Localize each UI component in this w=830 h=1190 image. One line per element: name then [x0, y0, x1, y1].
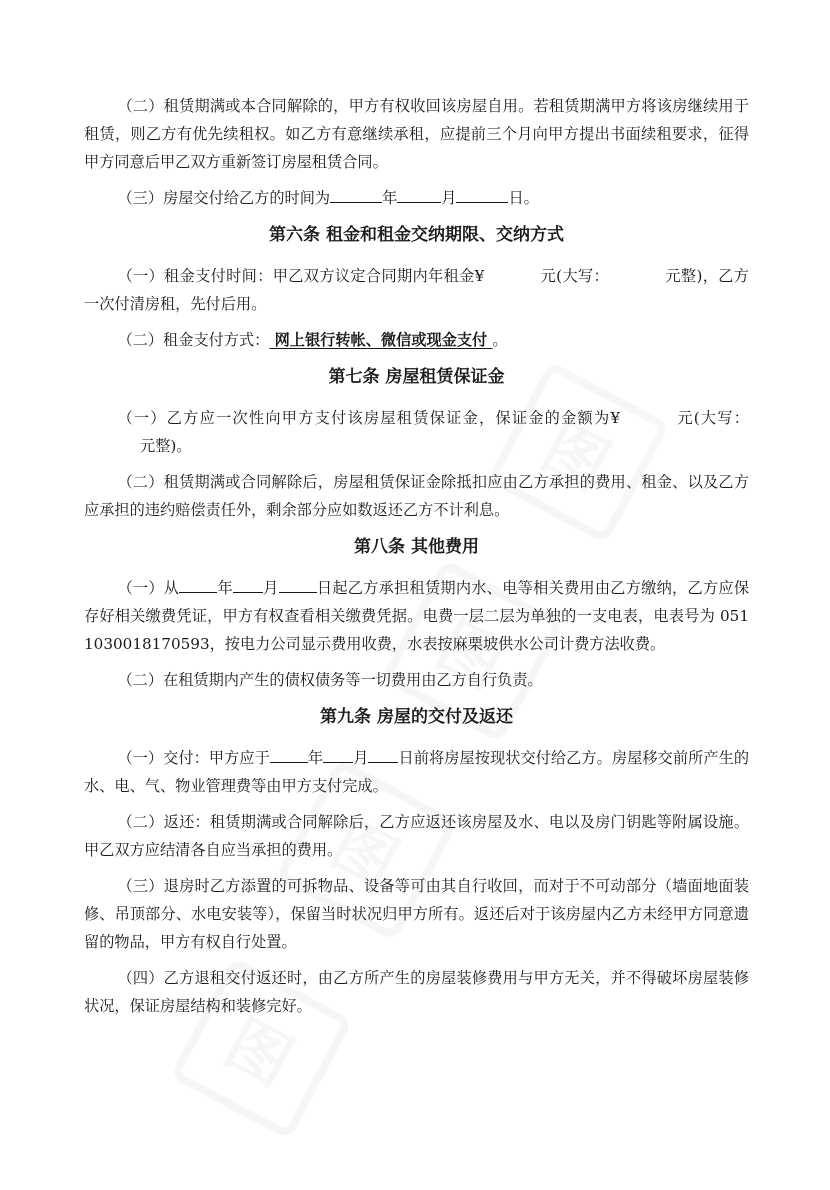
- clause-text: （一）从: [117, 579, 180, 597]
- watermark-logo: 图: [170, 956, 354, 1140]
- blank-field: [179, 576, 217, 593]
- clause-8-1: [84, 574, 749, 658]
- blank-field: [456, 186, 508, 203]
- clause-text: 月: [353, 749, 369, 767]
- clause-8-2: （二）在租赁期内产生的债权债务等一切费用由乙方自行负责。: [117, 671, 543, 689]
- clause-5-2: （二）租赁期满或本合同解除的，甲方有权收回该房屋自用。若租赁期满甲方将该房继续用于租赁，则乙方有优先续租权。如乙方有意继续承租，应提前三个月向甲方提出书面续租要求，征得甲方同意后甲乙双方重新签订房屋租赁合同。: [84, 97, 749, 171]
- clause-9-1: [84, 744, 749, 800]
- clause-text: 年: [382, 189, 398, 207]
- blank-field: [330, 186, 382, 203]
- clause-text: 年: [217, 579, 233, 597]
- clause-text: （二）租金支付方式：: [117, 331, 270, 349]
- clause-6-1: [84, 262, 749, 318]
- clause-text: （一）租金支付时间：甲乙双方议定合同期内年租金¥: [117, 267, 485, 285]
- clause-text: 月: [262, 579, 279, 597]
- clause-7-2: （二）租赁期满或合同解除后，房屋租赁保证金除抵扣应由乙方承担的费用、租金、以及乙方应承担的违约赔偿责任外，剩余部分应如数返还乙方不计利息。: [84, 473, 749, 519]
- clause-9-2: （二）返还：租赁期满或合同解除后，乙方应返还该房屋及水、电以及房门钥匙等附属设施。甲乙双方应结清各自应当承担的费用。: [84, 813, 749, 859]
- clause-text: 日起乙方承担租赁期内水、电等相关费用由乙方缴纳，乙方应保存好相关缴费凭证，甲方有权查看相关缴费凭据。电费一层二层为单独的一支电表，电表号为 0511030018170593，按电力公司显示费用收费，水表按麻栗坡供水公司计费方法收费。: [84, 579, 750, 653]
- clause-text: 。: [492, 331, 508, 349]
- blank-field: [368, 746, 398, 763]
- blank-field: [270, 746, 308, 763]
- watermark-logo: 图: [275, 757, 459, 941]
- clause-text: 元(大写：: [676, 409, 749, 427]
- clause-9-4: （四）乙方退租交付返还时，由乙方所产生的房屋装修费用与甲方无关，并不得破坏房屋装修状况，保证房屋结构和装修完好。: [84, 969, 749, 1015]
- clause-text: 日前将房屋按现状交付给乙方。房屋移交前所产生的水、电、气、物业管理费等由甲方支付完成。: [84, 749, 750, 795]
- clause-text: 月: [441, 189, 457, 207]
- clause-text: （一）乙方应一次性向甲方支付该房屋租赁保证金，保证金的金额为¥: [117, 409, 621, 427]
- clause-text: 年: [307, 749, 324, 767]
- clause-9-3: （三）退房时乙方添置的可拆物品、设备等可由其自行收回，而对于不可动部分（墙面地面装修、吊顶部分、水电安装等），保留当时状况归甲方所有。返还后对于该房屋内乙方未经甲方同意遗留的物品，甲方有权自行处置。: [84, 877, 749, 951]
- article-7-title: 第七条 房屋租赁保证金: [328, 367, 505, 387]
- article-8-title: 第八条 其他费用: [354, 537, 479, 557]
- clause-text: 元整)。: [140, 437, 192, 455]
- watermark-logo: 图: [486, 360, 670, 544]
- article-6-title: 第六条 租金和租金交纳期限、交纳方式: [269, 225, 564, 245]
- clause-7-1: [84, 404, 749, 460]
- blank-field: [323, 746, 353, 763]
- blank-field: [279, 576, 317, 593]
- clause-text: 元整)，乙方一次付清房租，先付后用。: [84, 267, 749, 313]
- blank-field: [397, 186, 441, 203]
- payment-method: 网上银行转帐、微信或现金支付: [269, 331, 493, 349]
- document-body: [84, 92, 749, 1028]
- article-9-title: 第九条 房屋的交付及返还: [320, 707, 513, 727]
- blank-field: [233, 576, 263, 593]
- clause-text: 元(大写：: [540, 267, 610, 285]
- clause-text: 日。: [508, 189, 539, 207]
- clause-text: （三）房屋交付给乙方的时间为: [117, 189, 331, 207]
- clause-text: （一）交付：甲方应于: [117, 749, 270, 767]
- watermark-logo: 图: [381, 559, 565, 743]
- clause-6-2: [84, 326, 749, 354]
- clause-5-3: [84, 184, 749, 212]
